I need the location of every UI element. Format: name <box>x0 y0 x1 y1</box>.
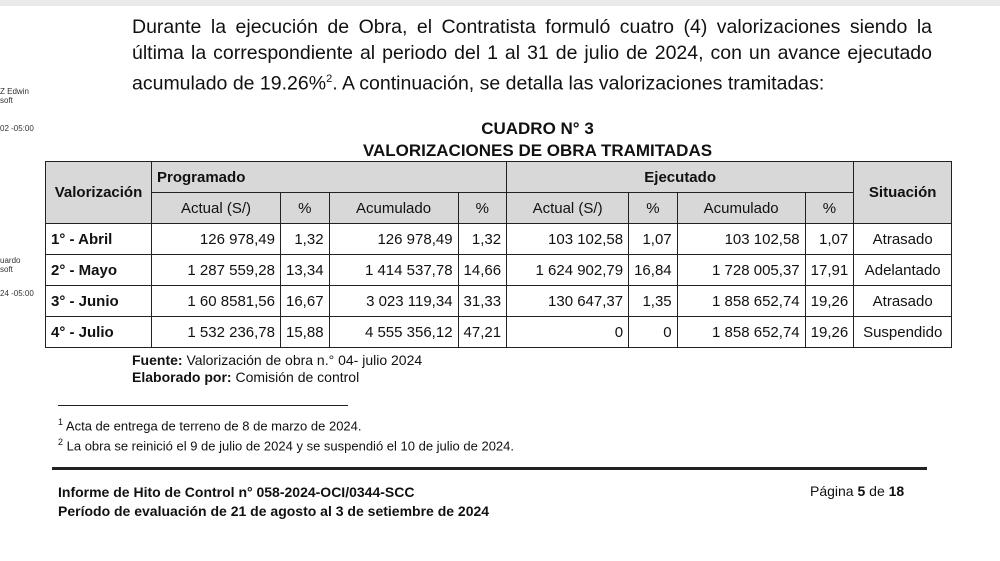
header-ejec-acumulado: Acumulado <box>677 193 805 224</box>
viewer-top-bar <box>0 0 1000 6</box>
cell-prog-pct: 16,67 <box>281 286 330 317</box>
signature-note: 02 -05:00 <box>0 124 34 133</box>
table-row <box>46 286 952 317</box>
header-ejec-pct: % <box>629 193 678 224</box>
cell-ejec-pct: 0 <box>629 317 678 348</box>
intro-text-after: . A continuación, se detalla las valorizaciones tramitadas: <box>332 72 825 95</box>
table-row <box>46 317 952 348</box>
table-source <box>132 352 422 386</box>
signature-note: Z Edwin <box>0 87 29 96</box>
intro-paragraph <box>132 14 932 97</box>
cell-ejec-acum-pct: 17,91 <box>805 255 854 286</box>
valorizaciones-table <box>45 161 952 348</box>
footnote-text: La obra se reinició el 9 de julio de 2024 y se suspendió el 10 de julio de 2024. <box>63 438 514 454</box>
cell-prog-acum-pct: 31,33 <box>458 286 507 317</box>
header-programado: Programado <box>152 162 507 193</box>
footer-report-title: Informe de Hito de Control n° 058-2024-OCI/0344-SCC <box>58 484 415 500</box>
signature-note: uardo <box>0 256 21 265</box>
header-prog-actual: Actual (S/) <box>152 193 281 224</box>
cell-ejec-pct: 1,07 <box>629 224 678 255</box>
page-of: de <box>865 483 889 499</box>
cell-prog-acumulado: 1 414 537,78 <box>329 255 458 286</box>
footnote-separator <box>58 405 348 406</box>
cell-prog-acum-pct: 47,21 <box>458 317 507 348</box>
footnote-number: 1 <box>58 417 64 427</box>
cell-prog-pct: 1,32 <box>281 224 330 255</box>
cell-ejec-actual: 103 102,58 <box>507 224 629 255</box>
cell-situacion: Atrasado <box>854 286 952 317</box>
cell-ejec-acum-pct: 1,07 <box>805 224 854 255</box>
cell-situacion: Atrasado <box>854 224 952 255</box>
header-ejecutado: Ejecutado <box>507 162 854 193</box>
cell-ejec-actual: 130 647,37 <box>507 286 629 317</box>
cell-ejec-acumulado: 1 858 652,74 <box>677 286 805 317</box>
cell-ejec-actual: 1 624 902,79 <box>507 255 629 286</box>
fuente-text: Valorización de obra n.° 04- julio 2024 <box>182 352 423 368</box>
cell-prog-pct: 13,34 <box>281 255 330 286</box>
cell-ejec-acumulado: 1 858 652,74 <box>677 317 805 348</box>
cell-ejec-acumulado: 1 728 005,37 <box>677 255 805 286</box>
page-number <box>810 483 904 499</box>
fuente-line <box>132 352 422 369</box>
cell-prog-acum-pct: 1,32 <box>458 224 507 255</box>
page-current: 5 <box>857 483 866 499</box>
signature-note: 24 -05:00 <box>0 289 34 298</box>
footnote-ref[interactable]: 2 <box>326 73 333 85</box>
header-ejec-actual: Actual (S/) <box>507 193 629 224</box>
page-label: Página <box>810 483 858 499</box>
footer-report-info <box>58 483 489 521</box>
cell-prog-actual: 126 978,49 <box>152 224 281 255</box>
signature-note: soft <box>0 96 13 105</box>
footer-rule <box>52 467 927 470</box>
fuente-label: Fuente: <box>132 352 183 368</box>
cell-situacion: Adelantado <box>854 255 952 286</box>
cell-prog-acumulado: 126 978,49 <box>329 224 458 255</box>
cell-ejec-acum-pct: 19,26 <box>805 286 854 317</box>
cell-ejec-pct: 16,84 <box>629 255 678 286</box>
signature-note: soft <box>0 265 13 274</box>
header-prog-acum-pct: % <box>458 193 507 224</box>
header-prog-pct: % <box>281 193 330 224</box>
row-label: 1° - Abril <box>46 224 152 255</box>
footnote-text: Acta de entrega de terreno de 8 de marzo de 2024. <box>63 418 362 434</box>
row-label: 3° - Junio <box>46 286 152 317</box>
cell-prog-acum-pct: 14,66 <box>458 255 507 286</box>
header-situacion: Situación <box>854 162 952 224</box>
table-row <box>46 255 952 286</box>
elaborado-label: Elaborado por: <box>132 369 232 385</box>
cell-prog-pct: 15,88 <box>281 317 330 348</box>
cell-prog-acumulado: 4 555 356,12 <box>329 317 458 348</box>
header-valorizacion: Valorización <box>46 162 152 224</box>
footnote <box>58 437 514 453</box>
page-total: 18 <box>888 483 905 499</box>
footnote <box>58 417 362 433</box>
cell-ejec-pct: 1,35 <box>629 286 678 317</box>
table-caption-number: CUADRO N° 3 <box>481 119 594 138</box>
cell-ejec-actual: 0 <box>507 317 629 348</box>
table-row <box>46 224 952 255</box>
intro-text: Durante la ejecución de Obra, el Contratista formuló cuatro (4) valorizaciones siendo la última la correspondiente al periodo del 1 al 31 de julio de 2024, con un avance ejecutado acumulado de 19.26% <box>132 16 932 95</box>
footnote-number: 2 <box>58 437 64 447</box>
header-prog-acumulado: Acumulado <box>329 193 458 224</box>
elaborado-line <box>132 369 422 386</box>
cell-prog-actual: 1 287 559,28 <box>152 255 281 286</box>
cell-prog-acumulado: 3 023 119,34 <box>329 286 458 317</box>
footer-evaluation-period: Período de evaluación de 21 de agosto al 3 de setiembre de 2024 <box>58 503 490 519</box>
cell-prog-actual: 1 532 236,78 <box>152 317 281 348</box>
cell-ejec-acum-pct: 19,26 <box>805 317 854 348</box>
cell-ejec-acumulado: 103 102,58 <box>677 224 805 255</box>
row-label: 2° - Mayo <box>46 255 152 286</box>
cell-prog-actual: 1 60 8581,56 <box>152 286 281 317</box>
header-ejec-acum-pct: % <box>805 193 854 224</box>
table-caption-title: VALORIZACIONES DE OBRA TRAMITADAS <box>362 141 713 160</box>
row-label: 4° - Julio <box>46 317 152 348</box>
elaborado-text: Comisión de control <box>231 369 360 385</box>
cell-situacion: Suspendido <box>854 317 952 348</box>
